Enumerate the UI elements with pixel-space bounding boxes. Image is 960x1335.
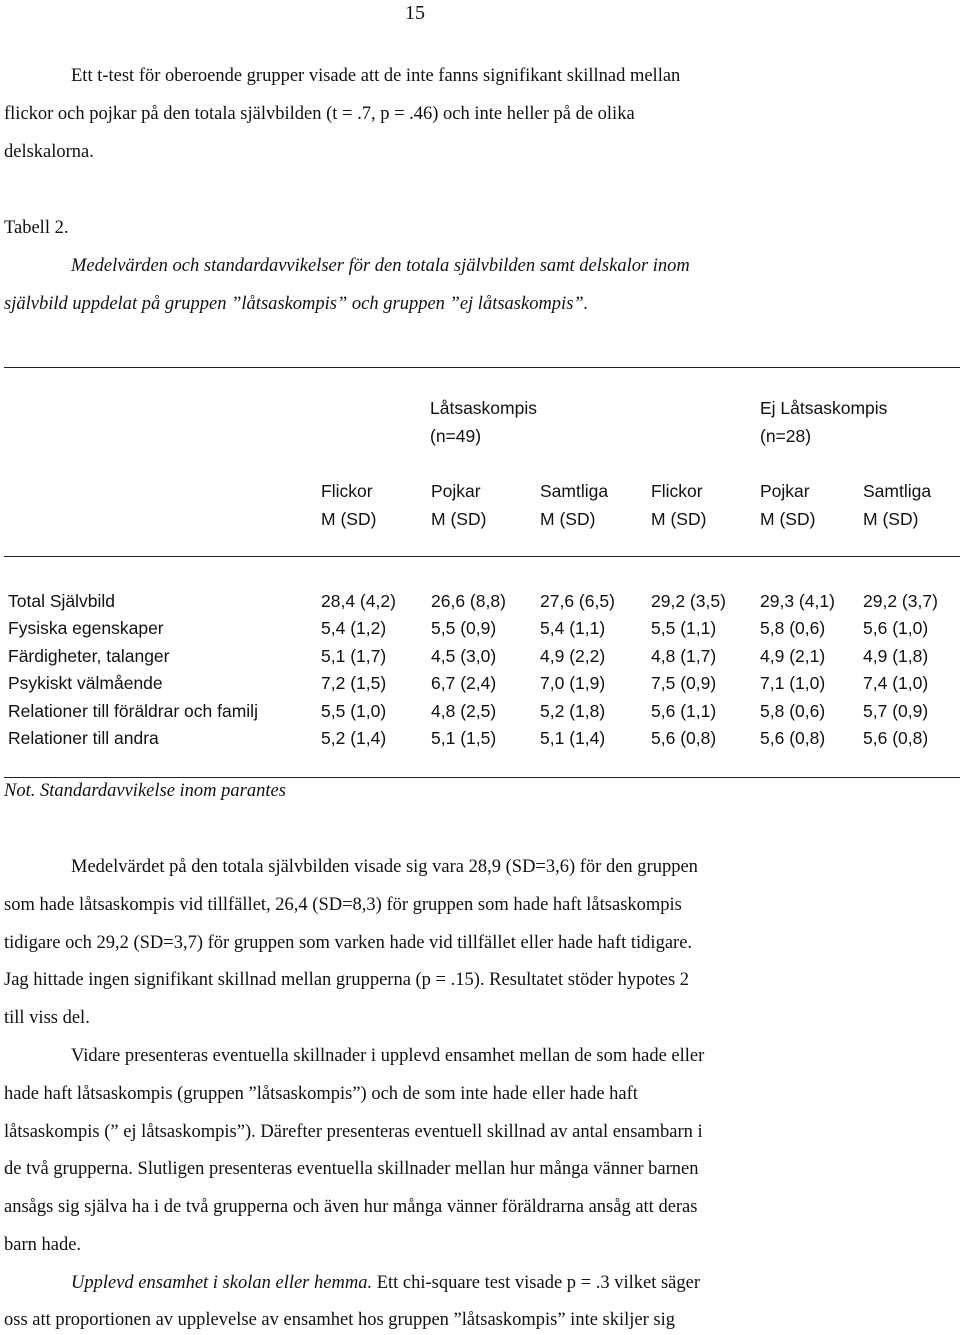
table-cell: 5,4 (1,2) xyxy=(321,618,387,638)
table-caption-line-2: självbild uppdelat på gruppen ”låtsaskompis” och gruppen ”ej låtsaskompis”. xyxy=(4,294,589,314)
intro-line-3: delskalorna. xyxy=(4,142,94,162)
table-cell: 7,2 (1,5) xyxy=(321,673,387,693)
row-label: Färdigheter, talanger xyxy=(8,646,170,666)
table-cell: 4,8 (1,7) xyxy=(651,646,717,666)
table-cell: 27,6 (6,5) xyxy=(540,591,615,611)
page-number: 15 xyxy=(405,2,425,24)
body-line: hade haft låtsaskompis (gruppen ”låtsaskompis”) och de som inte hade eller hade haft xyxy=(4,1084,638,1104)
section-heading-inline: Upplevd ensamhet i skolan eller hemma. xyxy=(71,1273,373,1293)
table-cell: 5,6 (0,8) xyxy=(651,728,717,748)
table-cell: 5,5 (1,1) xyxy=(651,618,717,638)
column-header: Flickor xyxy=(321,481,373,501)
body-line: barn hade. xyxy=(4,1235,82,1255)
column-subheader: M (SD) xyxy=(321,509,377,529)
table-label: Tabell 2. xyxy=(4,218,69,238)
group-header-latsaskompis: Låtsaskompis xyxy=(430,398,537,418)
row-label: Total Självbild xyxy=(8,591,115,611)
column-subheader: M (SD) xyxy=(760,509,816,529)
body-line: tidigare och 29,2 (SD=3,7) för gruppen som varken hade vid tillfället eller hade haft tidigare. xyxy=(4,933,693,953)
table-cell: 7,4 (1,0) xyxy=(863,673,929,693)
column-header: Samtliga xyxy=(540,481,609,501)
table-note: Not. Standardavvikelse inom parantes xyxy=(4,781,286,801)
table-cell: 5,1 (1,5) xyxy=(431,728,497,748)
table-cell: 5,6 (1,0) xyxy=(863,618,929,638)
table-cell: 5,5 (1,0) xyxy=(321,701,387,721)
body-line: ansågs sig själva ha i de två grupperna och även hur många vänner föräldrarna ansåg att deras xyxy=(4,1197,698,1217)
table-top-rule xyxy=(4,367,960,368)
table-cell: 7,5 (0,9) xyxy=(651,673,717,693)
table-cell: 4,9 (1,8) xyxy=(863,646,929,666)
table-bottom-rule xyxy=(4,777,960,778)
table-cell: 4,5 (3,0) xyxy=(431,646,497,666)
table-cell: 29,2 (3,7) xyxy=(863,591,938,611)
table-cell: 4,8 (2,5) xyxy=(431,701,497,721)
table-cell: 5,1 (1,7) xyxy=(321,646,387,666)
body-line: Jag hittade ingen signifikant skillnad mellan grupperna (p = .15). Resultatet stöder hypotes 2 xyxy=(4,970,690,990)
table-header-rule xyxy=(4,556,960,557)
table-caption-line-1: Medelvärden och standardavvikelser för den totala självbilden samt delskalor inom xyxy=(71,256,690,276)
table-cell: 7,1 (1,0) xyxy=(760,673,826,693)
row-label: Fysiska egenskaper xyxy=(8,618,164,638)
column-subheader: M (SD) xyxy=(540,509,596,529)
table-cell: 5,1 (1,4) xyxy=(540,728,606,748)
last-paragraph-line-2: oss att proportionen av upplevelse av ensamhet hos gruppen ”låtsaskompis” inte skiljer sig xyxy=(4,1310,675,1330)
body-line: Medelvärdet på den totala självbilden visade sig vara 28,9 (SD=3,6) för den gruppen xyxy=(71,857,698,877)
last-paragraph-line-1 xyxy=(71,1273,700,1293)
table-cell: 4,9 (2,2) xyxy=(540,646,606,666)
table-cell: 26,6 (8,8) xyxy=(431,591,506,611)
row-label: Relationer till andra xyxy=(8,728,159,748)
column-subheader: M (SD) xyxy=(431,509,487,529)
table-cell: 5,6 (0,8) xyxy=(863,728,929,748)
table-cell: 5,7 (0,9) xyxy=(863,701,929,721)
body-line: låtsaskompis (” ej låtsaskompis”). Därefter presenteras eventuell skillnad av antal ensambarn i xyxy=(4,1122,703,1142)
column-header: Samtliga xyxy=(863,481,932,501)
table-cell: 5,8 (0,6) xyxy=(760,618,826,638)
table-cell: 5,2 (1,8) xyxy=(540,701,606,721)
group-n-ej-latsaskompis: (n=28) xyxy=(760,426,812,446)
body-line: som hade låtsaskompis vid tillfället, 26,4 (SD=8,3) för gruppen som hade haft låtsaskompis xyxy=(4,895,682,915)
row-label: Psykiskt välmående xyxy=(8,673,163,693)
body-line: Vidare presenteras eventuella skillnader i upplevd ensamhet mellan de som hade eller xyxy=(71,1046,705,1066)
table-cell: 7,0 (1,9) xyxy=(540,673,606,693)
table-cell: 5,2 (1,4) xyxy=(321,728,387,748)
column-header: Pojkar xyxy=(431,481,481,501)
table-cell: 6,7 (2,4) xyxy=(431,673,497,693)
table-cell: 5,6 (0,8) xyxy=(760,728,826,748)
intro-line-2: flickor och pojkar på den totala självbilden (t = .7, p = .46) och inte heller på de olika xyxy=(4,104,635,124)
group-header-ej-latsaskompis: Ej Låtsaskompis xyxy=(760,398,888,418)
intro-line-1: Ett t-test för oberoende grupper visade att de inte fanns signifikant skillnad mellan xyxy=(71,66,681,86)
table-cell: 5,5 (0,9) xyxy=(431,618,497,638)
row-label: Relationer till föräldrar och familj xyxy=(8,701,258,721)
body-line: till viss del. xyxy=(4,1008,90,1028)
column-header: Flickor xyxy=(651,481,703,501)
column-subheader: M (SD) xyxy=(651,509,707,529)
body-line: de två grupperna. Slutligen presenteras eventuella skillnader mellan hur många vänner barnen xyxy=(4,1159,699,1179)
group-n-latsaskompis: (n=49) xyxy=(430,426,482,446)
table-cell: 29,2 (3,5) xyxy=(651,591,726,611)
table-cell: 4,9 (2,1) xyxy=(760,646,826,666)
column-header: Pojkar xyxy=(760,481,810,501)
table-cell: 5,4 (1,1) xyxy=(540,618,606,638)
column-subheader: M (SD) xyxy=(863,509,919,529)
table-cell: 5,8 (0,6) xyxy=(760,701,826,721)
last-paragraph-text: Ett chi-square test visade p = .3 vilket säger xyxy=(372,1273,701,1293)
table-cell: 5,6 (1,1) xyxy=(651,701,717,721)
table-cell: 28,4 (4,2) xyxy=(321,591,396,611)
table-cell: 29,3 (4,1) xyxy=(760,591,835,611)
